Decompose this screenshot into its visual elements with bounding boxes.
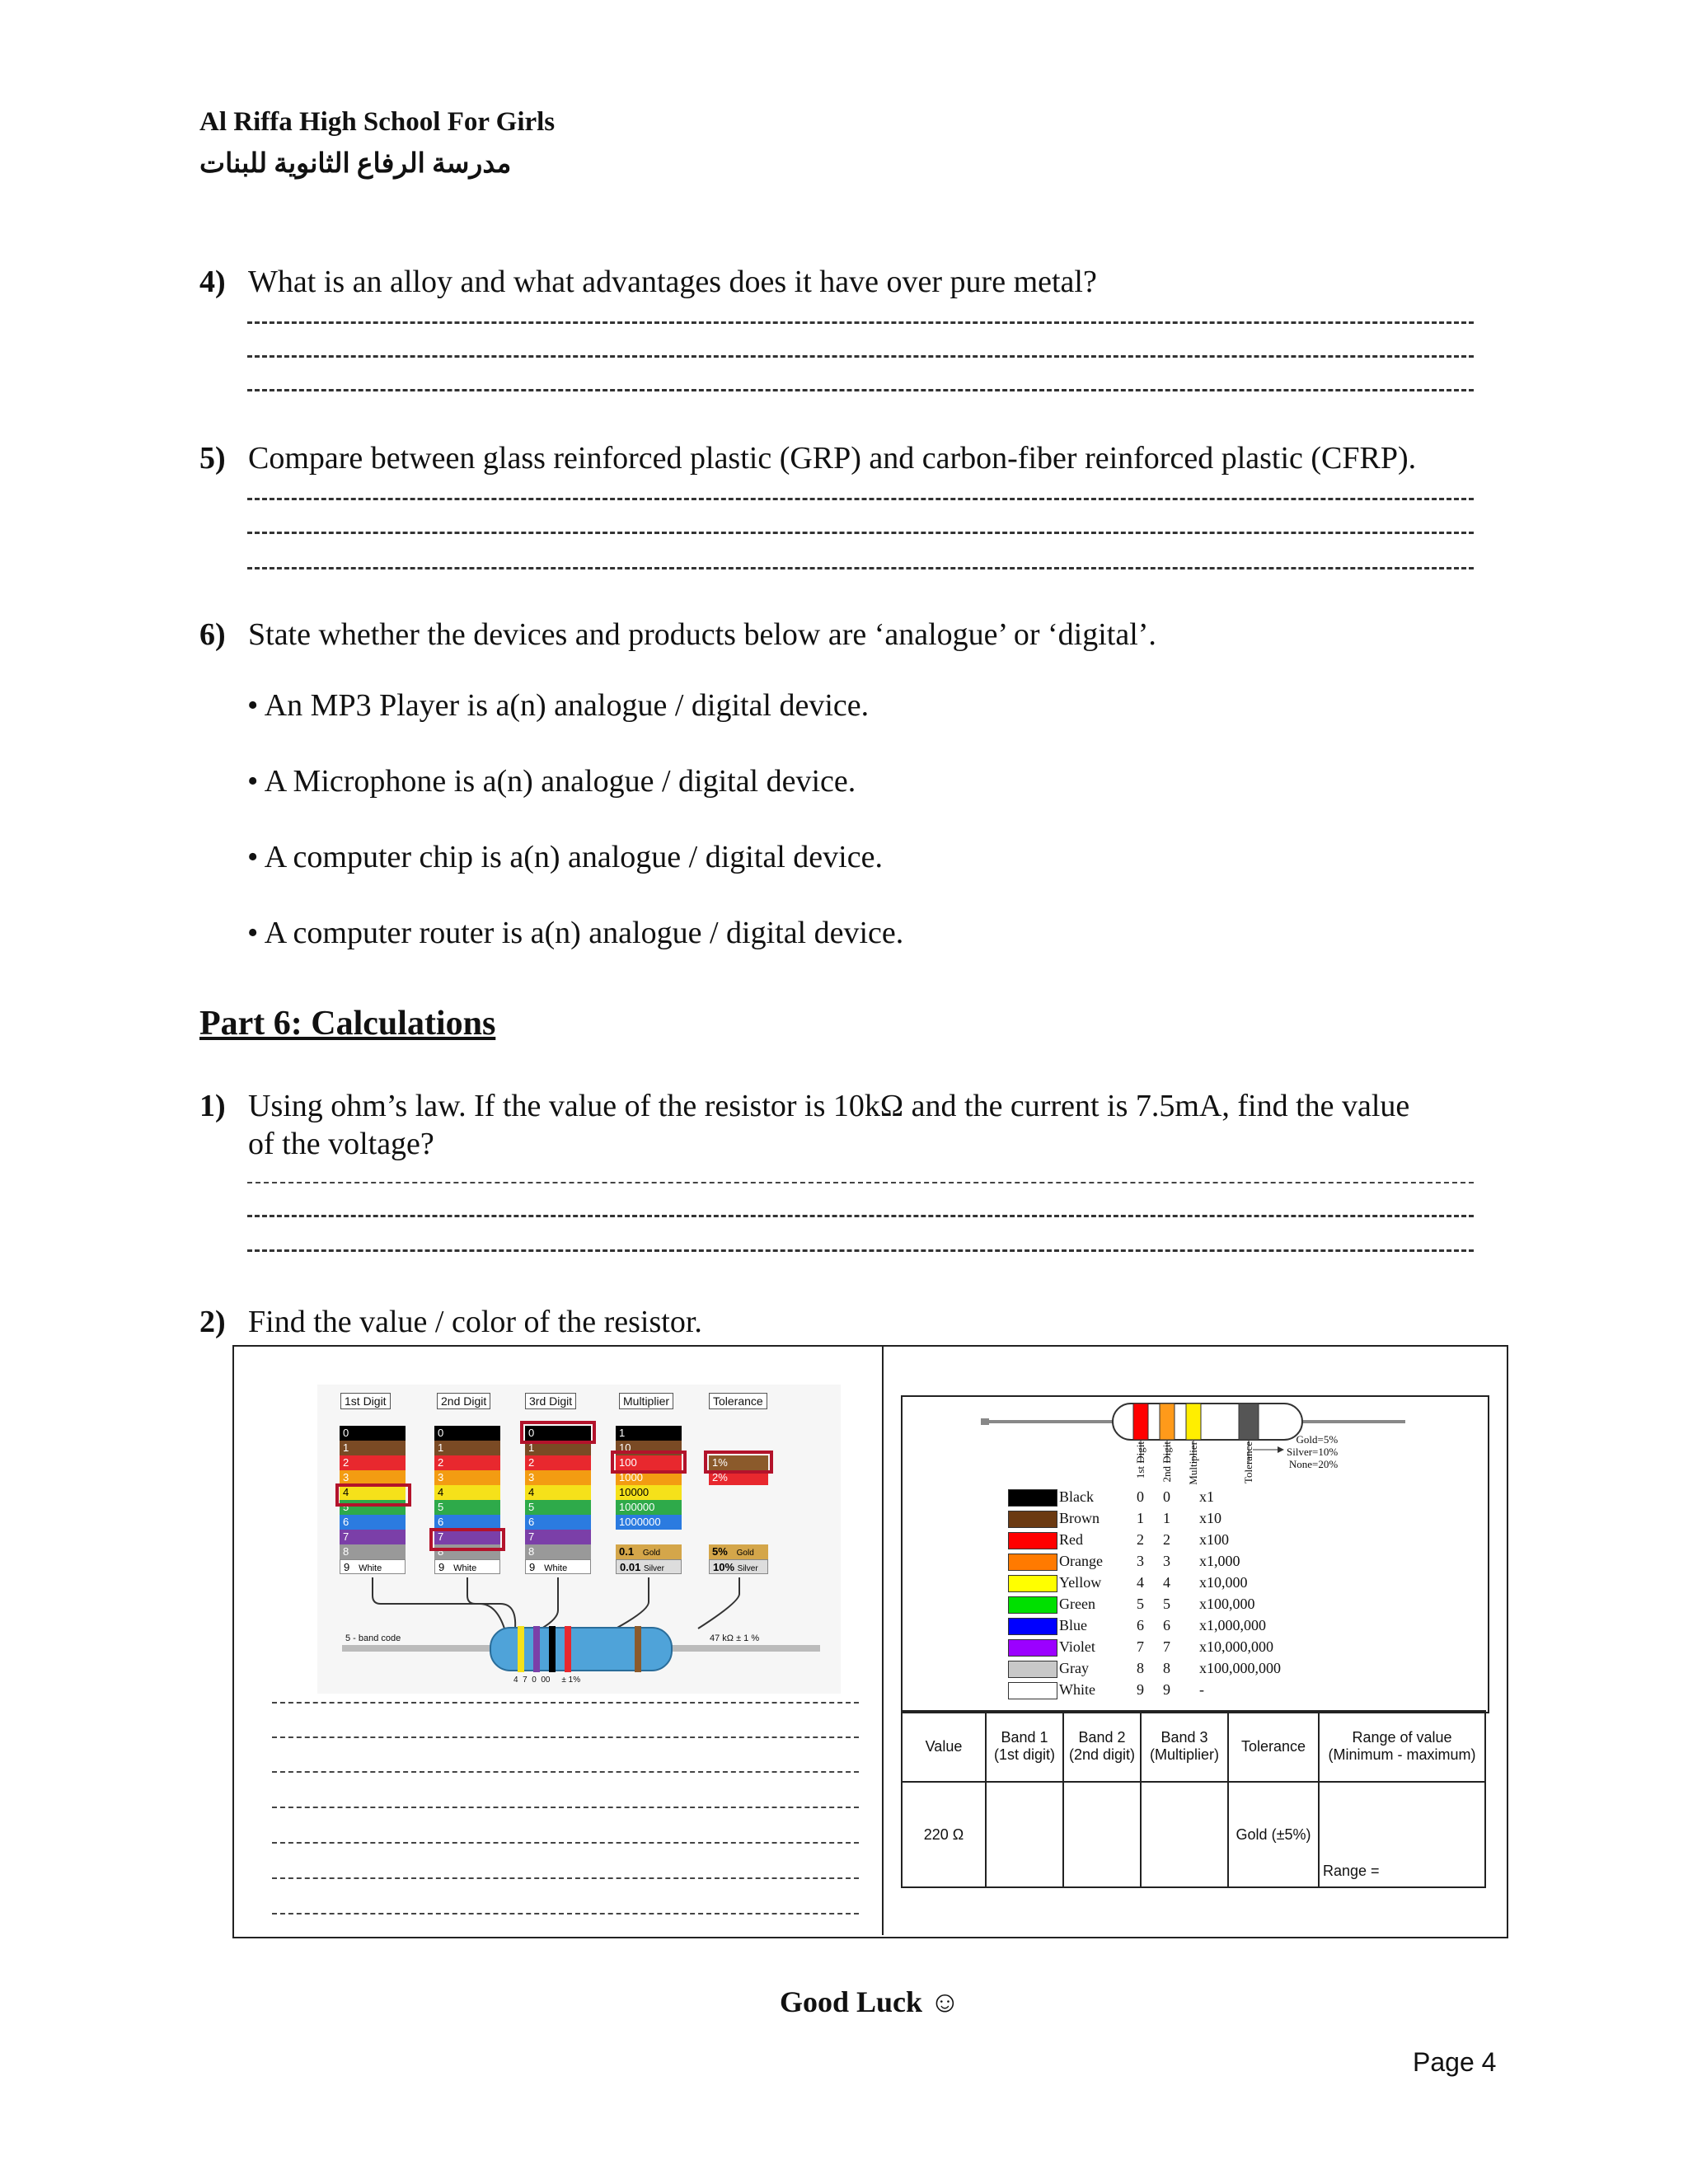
multiplier-value: x100,000	[1199, 1596, 1255, 1612]
color-swatch	[1008, 1554, 1057, 1571]
color-name: Blue	[1059, 1617, 1087, 1633]
multiplier-value: x10,000,000	[1199, 1638, 1273, 1655]
bullet-chip: • A computer chip is a(n) analogue / digital device.	[247, 840, 883, 874]
answer-line	[272, 1702, 859, 1704]
color-chart	[901, 1395, 1489, 1713]
question-number: 1)	[199, 1089, 226, 1123]
multiplier-value: -	[1199, 1681, 1204, 1698]
color-name: Gray	[1059, 1660, 1089, 1676]
label-tolerance: Tolerance	[1242, 1441, 1254, 1484]
header-multiplier: Multiplier	[619, 1393, 673, 1409]
row-band2[interactable]	[1063, 1782, 1141, 1887]
digit-1-value: 2	[1137, 1531, 1144, 1548]
answer-table	[901, 1710, 1486, 1888]
answer-line	[247, 355, 1474, 358]
color-name: Green	[1059, 1596, 1095, 1612]
color-swatch	[1008, 1661, 1057, 1678]
section-title: Part 6: Calculations	[199, 1005, 496, 1043]
color-swatch	[1008, 1682, 1057, 1699]
digit-1-value: 1	[1137, 1510, 1144, 1526]
answer-line	[247, 389, 1474, 391]
tolerance-column-top: 1% 2%	[709, 1455, 768, 1485]
calc-question-2	[199, 1304, 702, 1340]
color-name: Black	[1059, 1488, 1094, 1505]
multiplier-value: x1,000	[1199, 1553, 1240, 1569]
multiplier-value: x1,000,000	[1199, 1617, 1266, 1633]
answer-line	[272, 1771, 859, 1773]
header-band3: Band 3 (Multiplier)	[1141, 1711, 1228, 1782]
digit-2-value: 9	[1163, 1681, 1170, 1698]
header-3rd-digit: 3rd Digit	[525, 1393, 576, 1409]
label-2nd-digit: 2nd Digit	[1160, 1441, 1173, 1483]
school-name-english: Al Riffa High School For Girls	[199, 107, 556, 137]
header-band1: Band 1 (1st digit)	[986, 1711, 1063, 1782]
color-name: Yellow	[1059, 1574, 1102, 1591]
bullet-microphone: • A Microphone is a(n) analogue / digital device.	[247, 764, 856, 799]
color-swatch	[1008, 1532, 1057, 1549]
question-text: State whether the devices and products below are ‘analogue’ or ‘digital’.	[248, 617, 1156, 652]
digit-2-value: 5	[1163, 1596, 1170, 1612]
multiplier-value: x100	[1199, 1531, 1229, 1548]
color-swatch	[1008, 1639, 1057, 1657]
digit-column-1: 0 1 2 3 4 5 6 7 8 9 White	[340, 1426, 406, 1574]
answer-line	[247, 532, 1474, 534]
question-4	[199, 264, 1097, 300]
five-band-label: 5 - band code	[345, 1633, 401, 1643]
band-code-figure	[317, 1385, 841, 1694]
row-tolerance: Gold (±5%)	[1228, 1782, 1319, 1887]
row-value: 220 Ω	[902, 1782, 986, 1887]
row-band1[interactable]	[986, 1782, 1063, 1887]
answer-line	[247, 567, 1474, 569]
question-number: 5)	[199, 441, 226, 476]
color-swatch	[1008, 1575, 1057, 1592]
digit-column-2: 0 1 2 3 4 5 6 7 8 9 White	[434, 1426, 500, 1574]
color-name: White	[1059, 1681, 1095, 1698]
tolerance-notes: Gold=5% Silver=10% None=20%	[1287, 1433, 1339, 1470]
tolerance-column-bottom: 5% Gold 10% Silver	[709, 1544, 768, 1574]
digit-2-value: 6	[1163, 1617, 1170, 1633]
label-multiplier: Multiplier	[1187, 1441, 1199, 1485]
header-range: Range of value (Minimum - maximum)	[1319, 1711, 1485, 1782]
digit-2-value: 7	[1163, 1638, 1170, 1655]
multiplier-value: x10	[1199, 1510, 1221, 1526]
digit-2-value: 8	[1163, 1660, 1170, 1676]
digit-2-value: 0	[1163, 1488, 1170, 1505]
digit-1-value: 9	[1137, 1681, 1144, 1698]
question-text: Using ohm’s law. If the value of the resistor is 10kΩ and the current is 7.5mA, find the value	[248, 1089, 1410, 1123]
digit-2-value: 1	[1163, 1510, 1170, 1526]
color-swatch	[1008, 1596, 1057, 1614]
row-range[interactable]: Range =	[1319, 1782, 1485, 1887]
header-1st-digit: 1st Digit	[340, 1393, 391, 1409]
digit-column-3: 0 1 2 3 4 5 6 7 8 9 White	[525, 1426, 591, 1574]
answer-line	[247, 1182, 1474, 1183]
question-number: 2)	[199, 1305, 226, 1339]
digit-2-value: 4	[1163, 1574, 1170, 1591]
digit-2-value: 2	[1163, 1531, 1170, 1548]
color-name: Violet	[1059, 1638, 1095, 1655]
question-6	[199, 616, 1156, 653]
digits-below-label: 4 7 0 00 ± 1%	[513, 1675, 581, 1685]
school-name-arabic: مدرسة الرفاع الثانوية للبنات	[199, 149, 512, 179]
header-tolerance: Tolerance	[1228, 1711, 1319, 1782]
bullet-mp3: • An MP3 Player is a(n) analogue / digital device.	[247, 688, 870, 723]
row-band3[interactable]	[1141, 1782, 1228, 1887]
digit-2-value: 3	[1163, 1553, 1170, 1569]
multiplier-column: 1 10 100 1000 10000 100000 1000000 0.1 Gold 0.01 Silver	[616, 1426, 682, 1574]
answer-line	[272, 1913, 859, 1915]
answer-line	[272, 1807, 859, 1808]
bullet-router: • A computer router is a(n) analogue / digital device.	[247, 916, 904, 950]
answer-line	[247, 1215, 1474, 1217]
question-text: Find the value / color of the resistor.	[248, 1305, 702, 1339]
header-2nd-digit: 2nd Digit	[437, 1393, 490, 1409]
page-number: Page 4	[1413, 2047, 1497, 2077]
color-swatch	[1008, 1511, 1057, 1528]
question-text: What is an alloy and what advantages does it have over pure metal?	[248, 265, 1097, 299]
header-band2: Band 2 (2nd digit)	[1063, 1711, 1141, 1782]
header-tolerance: Tolerance	[709, 1393, 767, 1409]
answer-line	[247, 321, 1474, 324]
question-5	[199, 440, 1416, 476]
color-name: Orange	[1059, 1553, 1103, 1569]
answer-line	[247, 498, 1474, 500]
multiplier-value: x1	[1199, 1488, 1214, 1505]
label-1st-digit: 1st Digit	[1134, 1441, 1146, 1479]
header-value: Value	[902, 1711, 986, 1782]
color-swatch	[1008, 1618, 1057, 1635]
box-divider	[882, 1345, 884, 1935]
color-name: Brown	[1059, 1510, 1100, 1526]
digit-1-value: 4	[1137, 1574, 1144, 1591]
resistor-value-label: 47 kΩ ± 1 %	[710, 1633, 760, 1643]
question-number: 4)	[199, 265, 226, 299]
digit-1-value: 3	[1137, 1553, 1144, 1569]
answer-line	[247, 1249, 1474, 1252]
digit-1-value: 7	[1137, 1638, 1144, 1655]
question-number: 6)	[199, 617, 226, 652]
digit-1-value: 6	[1137, 1617, 1144, 1633]
color-swatch	[1008, 1489, 1057, 1507]
color-name: Red	[1059, 1531, 1083, 1548]
resistor-drawing	[317, 1385, 841, 1694]
digit-1-value: 8	[1137, 1660, 1144, 1676]
digit-1-value: 5	[1137, 1596, 1144, 1612]
question-text: Compare between glass reinforced plastic (GRP) and carbon-fiber reinforced plastic (CFRP).	[248, 441, 1417, 476]
question-text-line2: of the voltage?	[248, 1127, 434, 1161]
multiplier-value: x10,000	[1199, 1574, 1248, 1591]
answer-line	[272, 1877, 859, 1879]
multiplier-value: x100,000,000	[1199, 1660, 1281, 1676]
answer-line	[272, 1736, 859, 1738]
calc-question-1	[199, 1088, 1409, 1124]
digit-1-value: 0	[1137, 1488, 1144, 1505]
answer-line	[272, 1842, 859, 1844]
good-luck: Good Luck ☺	[780, 1985, 960, 2018]
